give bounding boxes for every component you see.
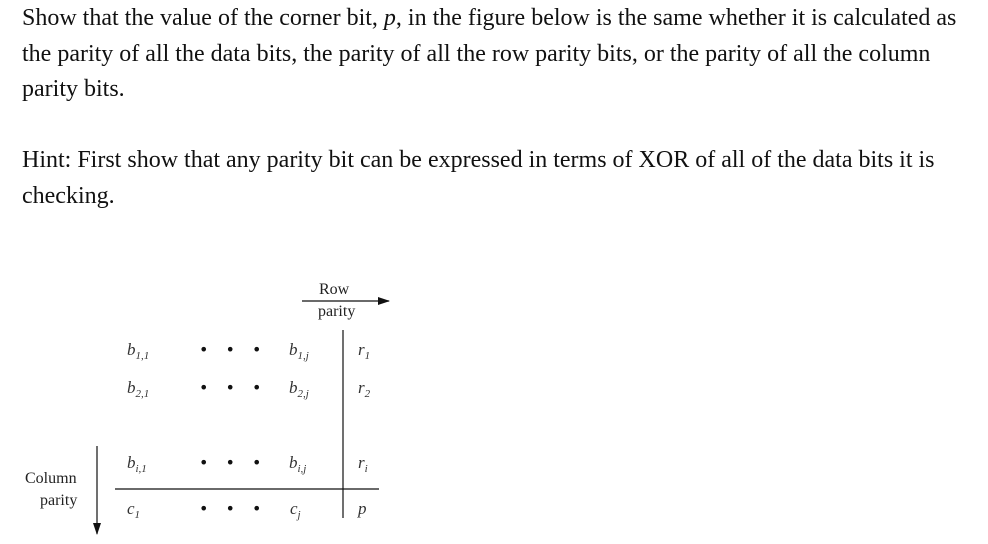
question-text-start: Show that the value of the corner bit,: [22, 5, 384, 31]
hint-text: Hint: First show that any parity bit can be expressed in terms of XOR of all of the data bits it is checking.: [22, 147, 935, 209]
column-parity-bit-1: $c_1$: [127, 499, 141, 521]
row-parity-label-line2: parity: [318, 303, 356, 320]
ellipsis-row-1: • • •: [199, 340, 268, 359]
row-parity-bit-2: $r_2$: [358, 378, 371, 400]
ellipsis-row-i: • • •: [199, 453, 268, 472]
data-bit-2-1: $b_{2,1}$: [127, 378, 150, 400]
question-text-end: , in the figure below is the same whether it is calculated as the parity of all the data bits, the parity of all the row parity bits, or the parity of all the column parity bits.: [22, 5, 957, 102]
column-parity-bit-j: $c_j$: [290, 499, 301, 521]
row-parity-label-line1: Row: [319, 281, 350, 298]
data-bit-1-j: $b_{1,j}$: [289, 340, 309, 362]
row-parity-bit-i: $r_i$: [358, 453, 368, 475]
ellipsis-row-2: • • •: [199, 378, 268, 397]
corner-bit-variable: p: [383, 5, 396, 31]
row-parity-bit-1: $r_1$: [358, 340, 371, 362]
data-bit-2-j: $b_{2,j}$: [289, 378, 309, 400]
data-bit-i-1: $b_{i,1}$: [127, 453, 147, 475]
column-parity-label-line1: Column: [25, 470, 77, 487]
data-bit-1-1: $b_{1,1}$: [127, 340, 150, 362]
column-parity-label-line2: parity: [40, 492, 78, 509]
corner-parity-bit: p: [358, 499, 367, 518]
data-bit-i-j: $b_{i,j}$: [289, 453, 307, 475]
ellipsis-column-row: • • •: [199, 499, 268, 518]
